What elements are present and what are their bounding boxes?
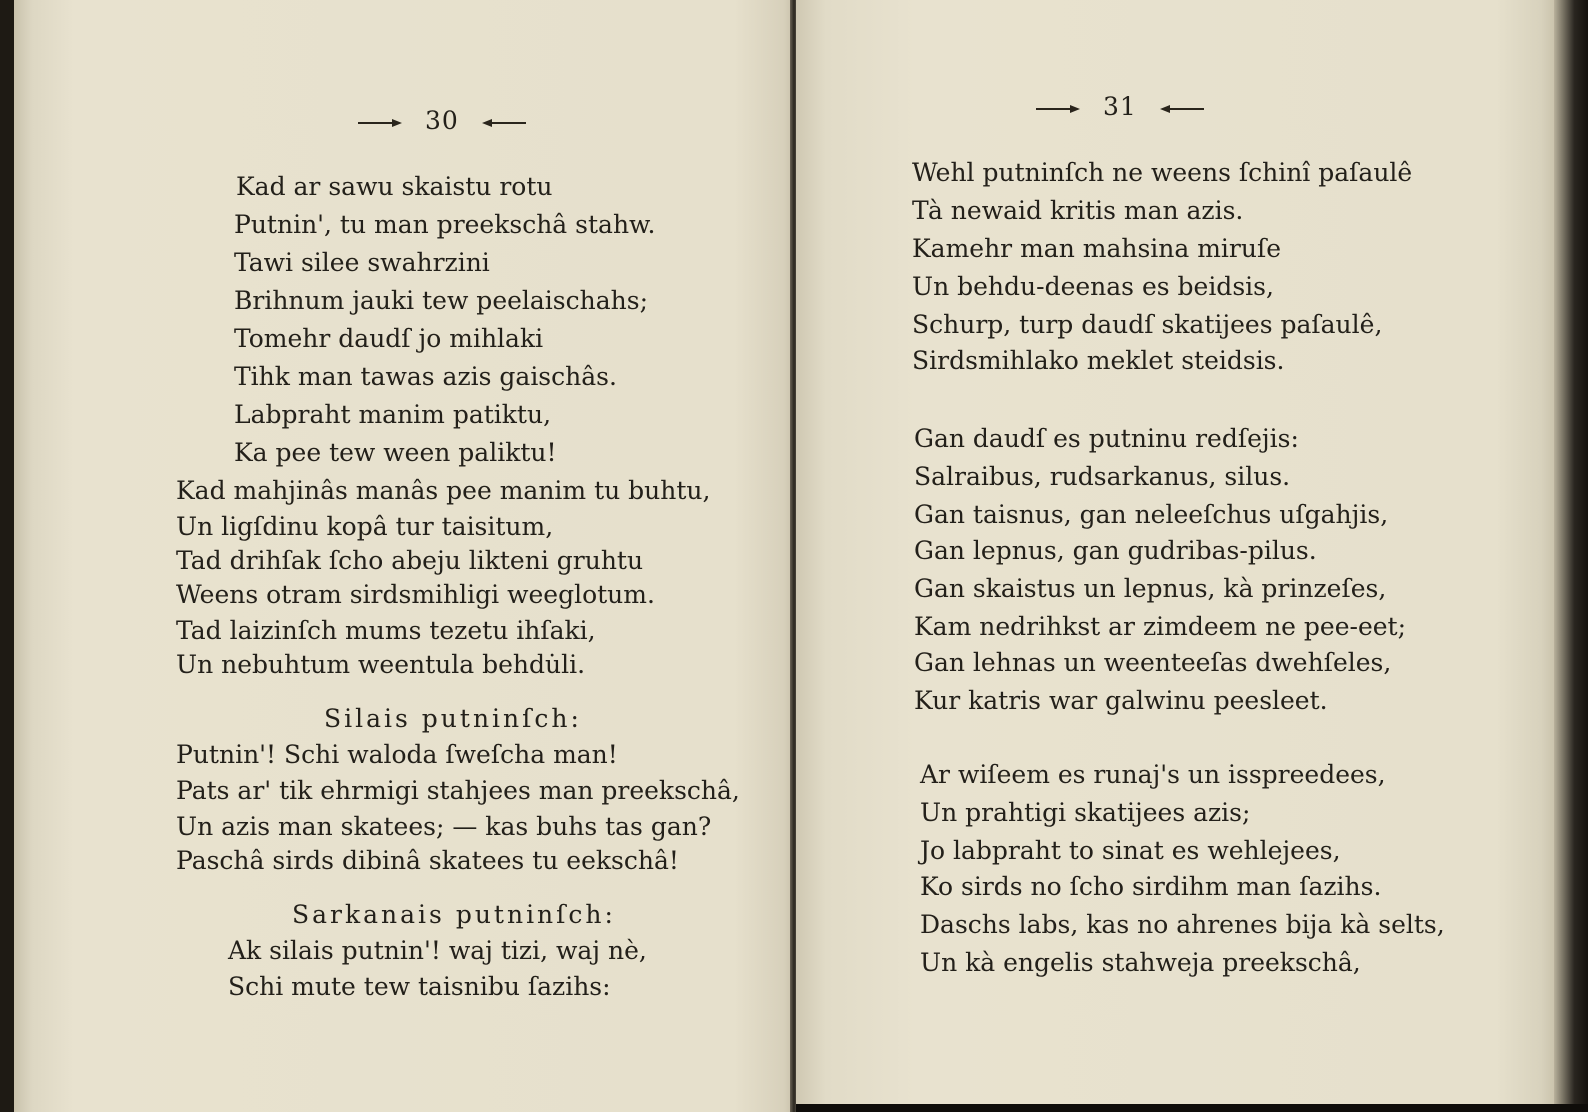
text-line: Daschs labs, kas no ahrenes bija kà selts,	[920, 910, 1445, 939]
text-line: Un ligſdinu kopâ tur taisitum,	[176, 512, 554, 541]
text-line: Salraibus, rudsarkanus, silus.	[914, 462, 1291, 491]
text-line: Tà newaid kritis man azis.	[912, 196, 1244, 225]
text-line: Schurp, turp daudſ skatijees paſaulê,	[912, 310, 1383, 339]
text-line: Paschâ sirds dibinâ skatees tu eekschâ!	[176, 846, 679, 875]
left-page-number-text: 30	[424, 106, 459, 135]
text-line: Putnin'! Schi waloda ſweſcha man!	[176, 740, 618, 769]
text-line: Gan lepnus, gan gudribas-pilus.	[914, 536, 1317, 565]
text-line: Putnin', tu man preekschâ stahw.	[234, 210, 656, 239]
ornament-right-icon	[480, 118, 526, 128]
speaker-heading: Silais putninſch:	[324, 704, 582, 733]
text-line: Tad laizinſch mums tezetu ihſaki,	[176, 616, 596, 645]
right-page-number	[1036, 92, 1204, 121]
text-line: Weens otram sirdsmihligi weeglotum.	[176, 580, 655, 609]
text-line: Tihk man tawas azis gaischâs.	[234, 362, 617, 391]
text-line: Ko sirds no ſcho sirdihm man ſazihs.	[920, 872, 1382, 901]
text-line: Un kà engelis stahweja preekschâ,	[920, 948, 1361, 977]
text-line: Gan daudſ es putninu redſejis:	[914, 424, 1299, 453]
right-page	[796, 0, 1554, 1104]
text-line: Labpraht manim patiktu,	[234, 400, 552, 429]
ornament-right-icon	[1158, 104, 1204, 114]
text-line: Kamehr man mahsina miruſe	[912, 234, 1282, 263]
text-line: Un prahtigi skatijees azis;	[920, 798, 1251, 827]
text-line: Kur katris war galwinu peesleet.	[914, 686, 1328, 715]
text-line: Schi mute tew taisnibu ſazihs:	[228, 972, 611, 1001]
text-line: Gan lehnas un weenteeſas dwehſeles,	[914, 648, 1392, 677]
book-edge-bottom	[796, 1104, 1588, 1112]
text-line: Tad drihſak ſcho abeju likteni gruhtu	[176, 546, 644, 575]
text-line: Un azis man skatees; — kas buhs tas gan?	[176, 812, 712, 841]
text-line: Brihnum jauki tew peelaischahs;	[234, 286, 648, 315]
text-line: Un nebuhtum weentula behdu̇li.	[176, 650, 586, 679]
left-page-number	[358, 106, 526, 135]
text-line: Ar wiſeem es runaj's un isspreedees,	[920, 760, 1386, 789]
text-line: Un behdu-deenas es beidsis,	[912, 272, 1274, 301]
speaker-heading: Sarkanais putninſch:	[292, 900, 616, 929]
ornament-left-icon	[358, 118, 404, 128]
right-page-number-text: 31	[1102, 92, 1137, 121]
text-line: Ak silais putnin'! waj tizi, waj nè,	[228, 936, 647, 965]
text-line: Jo labpraht to sinat es wehlejees,	[920, 836, 1341, 865]
text-line: Kad ar sawu skaistu rotu	[236, 172, 553, 201]
text-line: Tawi silee swahrzini	[234, 248, 490, 277]
text-line: Wehl putninſch ne weens ſchinî paſaulê	[912, 158, 1413, 187]
book-edge-right	[1554, 0, 1588, 1112]
text-line: Kad mahjinâs manâs pee manim tu buhtu,	[176, 476, 711, 505]
text-line: Pats ar' tik ehrmigi stahjees man preekschâ,	[176, 776, 740, 805]
text-line: Ka pee tew ween paliktu!	[234, 438, 557, 467]
left-page	[14, 0, 794, 1112]
ornament-left-icon	[1036, 104, 1082, 114]
text-line: Sirdsmihlako meklet steidsis.	[912, 346, 1285, 375]
text-line: Kam nedrihkst ar zimdeem ne pee-eet;	[914, 612, 1407, 641]
text-line: Tomehr daudſ jo mihlaki	[234, 324, 544, 353]
text-line: Gan skaistus un lepnus, kà prinzeſes,	[914, 574, 1387, 603]
text-line: Gan taisnus, gan neleeſchus uſgahjis,	[914, 500, 1389, 529]
